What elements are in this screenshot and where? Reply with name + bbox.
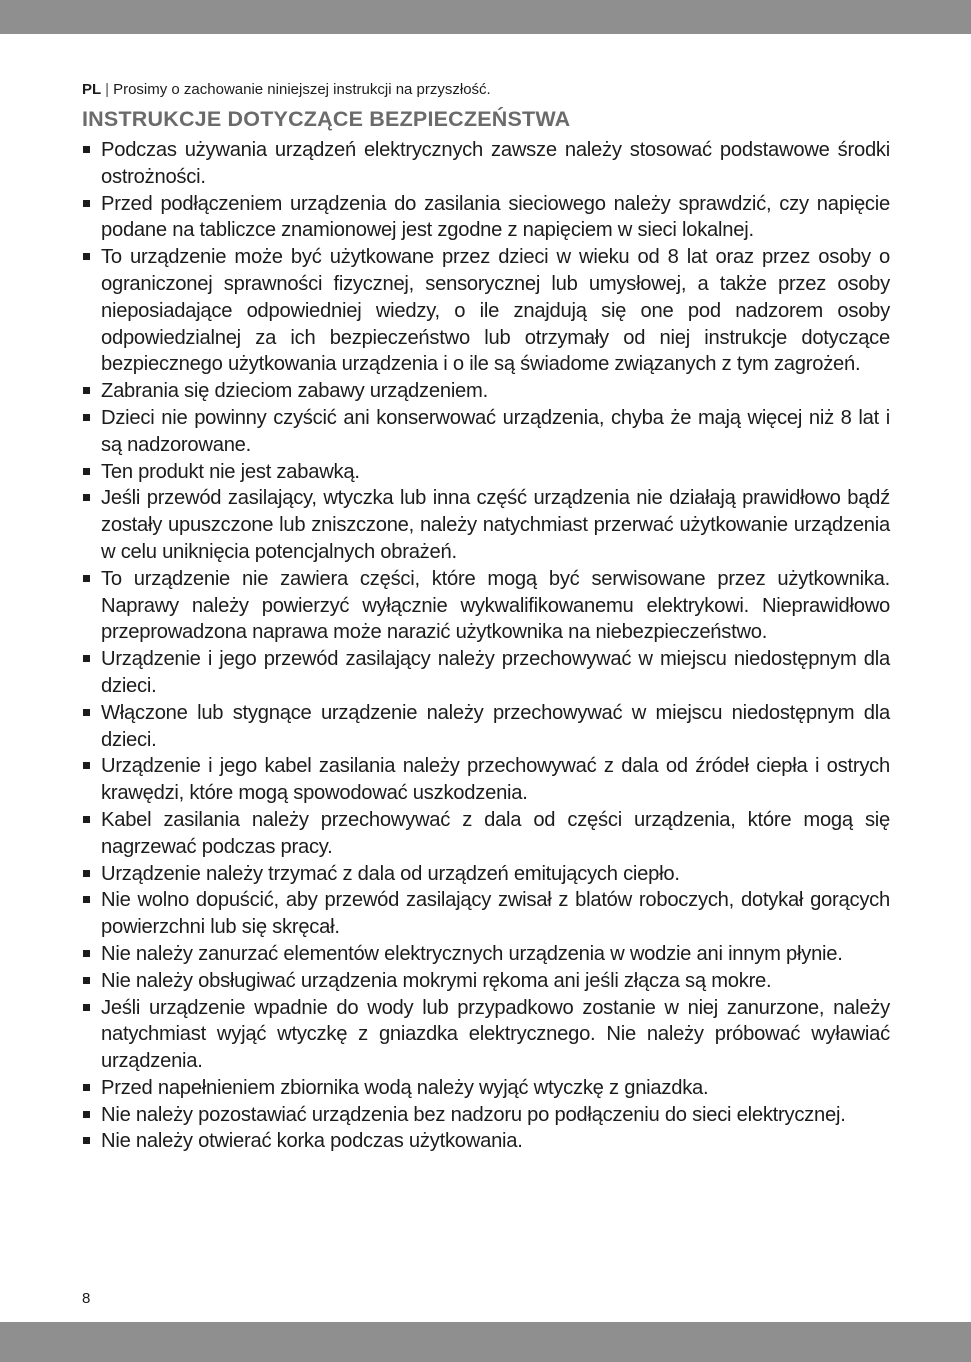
section-heading: INSTRUKCJE DOTYCZĄCE BEZPIECZEŃSTWA (82, 107, 571, 131)
bullet-icon (83, 1004, 90, 1011)
list-item (82, 968, 890, 995)
list-item-text: Zabrania się dzieciom zabawy urządzeniem. (101, 380, 488, 403)
list-item-text: Urządzenie należy trzymać z dala od urządzeń emitujących ciepło. (101, 862, 680, 885)
list-item (82, 807, 890, 861)
list-item (82, 405, 890, 459)
page-number: 8 (82, 1290, 91, 1307)
separator: | (105, 81, 110, 98)
bullet-icon (83, 896, 90, 903)
bullet-icon (83, 414, 90, 421)
bullet-icon (83, 709, 90, 716)
list-item (82, 485, 890, 565)
bullet-icon (83, 762, 90, 769)
bullet-icon (83, 977, 90, 984)
bullet-icon (83, 468, 90, 475)
list-item-text: Nie należy zanurzać elementów elektrycznych urządzenia w wodzie ani innym płynie. (101, 942, 843, 965)
list-item-text: Przed napełnieniem zbiornika wodą należy wyjąć wtyczkę z gniazdka. (101, 1076, 709, 1099)
bullet-icon (83, 494, 90, 501)
bullet-icon (83, 575, 90, 582)
list-item (82, 1075, 890, 1102)
list-item-text: Przed podłączeniem urządzenia do zasilania sieciowego należy sprawdzić, czy napięcie podane na tabliczce znamionowej jest zgodne z napięciem w sieci lokalnej. (101, 192, 890, 242)
list-item-text: To urządzenie może być użytkowane przez dzieci w wieku od 8 lat oraz przez osoby o ograniczonej sprawności fizycznej, sensorycznej lub umysłowej, a także przez osoby nieposiadające odpowiedniej wiedzy, o ile znajdują się one pod nadzorem osoby odpowiedzialnej za ich bezpieczeństwo lub otrzymały od niej instrukcje dotyczące bezpiecznego użytkowania urządzenia i o ile są świadome związanych z tym zagrożeń. (101, 246, 890, 376)
list-item (82, 566, 890, 646)
list-item-text: Nie należy pozostawiać urządzenia bez nadzoru po podłączeniu do sieci elektrycznej. (101, 1103, 846, 1126)
list-item (82, 995, 890, 1075)
bottom-footer-band (0, 1322, 971, 1362)
bullet-icon (83, 1137, 90, 1144)
top-header-band (0, 0, 971, 34)
list-item-text: Kabel zasilania należy przechowywać z dala od części urządzenia, które mogą się nagrzewać podczas pracy. (101, 808, 890, 858)
list-item-text: Nie należy otwierać korka podczas użytkowania. (101, 1130, 523, 1153)
bullet-icon (83, 950, 90, 957)
list-item-text: Jeśli urządzenie wpadnie do wody lub przypadkowo zostanie w niej zanurzone, należy natychmiast wyjąć wtyczkę z gniazdka elektrycznego. Nie należy próbować wyławiać urządzenia. (101, 996, 890, 1073)
list-item-text: Włączone lub stygnące urządzenie należy przechowywać w miejscu niedostępnym dla dzieci. (101, 701, 890, 751)
list-item (82, 941, 890, 968)
list-item (82, 700, 890, 754)
list-item (82, 459, 890, 486)
bullet-icon (83, 816, 90, 823)
intro-line (82, 79, 890, 101)
list-item-text: Jeśli przewód zasilający, wtyczka lub inna część urządzenia nie działają prawidłowo bądź zostały upuszczone lub zniszczone, należy natychmiast przerwać użytkowanie urządzenia w celu uniknięcia potencjalnych obrażeń. (101, 487, 890, 563)
list-item-text: Nie wolno dopuścić, aby przewód zasilający zwisał z blatów roboczych, dotykał gorących powierzchni lub się skręcał. (101, 889, 890, 939)
bullet-icon (83, 146, 90, 153)
list-item-text: Podczas używania urządzeń elektrycznych zawsze należy stosować podstawowe środki ostrożności. (101, 139, 890, 188)
list-item (82, 191, 890, 245)
language-code: PL (82, 81, 102, 98)
list-item-text: Urządzenie i jego kabel zasilania należy przechowywać z dala od źródeł ciepła i ostrych krawędzi, które mogą spowodować uszkodzenia. (101, 755, 890, 805)
bullet-icon (83, 387, 90, 394)
bullet-icon (83, 870, 90, 877)
list-item (82, 244, 890, 378)
page-content (82, 79, 890, 1155)
list-item (82, 1102, 890, 1129)
list-item (82, 378, 890, 405)
intro-text: Prosimy o zachowanie niniejszej instrukcji na przyszłość. (113, 81, 491, 98)
list-item (82, 646, 890, 700)
list-item-text: Dzieci nie powinny czyścić ani konserwować urządzenia, chyba że mają więcej niż 8 lat i są nadzorowane. (101, 406, 890, 456)
list-item-text: To urządzenie nie zawiera części, które mogą być serwisowane przez użytkownika. Naprawy należy powierzyć wyłącznie wykwalifikowanemu elektrykowi. Nieprawidłowo przeprowadzona naprawa może narazić użytkownika na niebezpieczeństwo. (101, 567, 890, 644)
bullet-icon (83, 1111, 90, 1118)
bullet-icon (83, 655, 90, 662)
list-item (82, 137, 890, 191)
list-item-text: Ten produkt nie jest zabawką. (101, 460, 360, 483)
bullet-icon (83, 200, 90, 207)
list-item (82, 861, 890, 888)
list-item-text: Urządzenie i jego przewód zasilający należy przechowywać w miejscu niedostępnym dla dzieci. (101, 648, 890, 697)
bullet-icon (83, 1084, 90, 1091)
list-item (82, 887, 890, 941)
safety-rules-list (82, 137, 890, 1155)
list-item-text: Nie należy obsługiwać urządzenia mokrymi rękoma ani jeśli złącza są mokre. (101, 969, 772, 992)
list-item (82, 753, 890, 807)
bullet-icon (83, 253, 90, 260)
list-item (82, 1128, 890, 1155)
